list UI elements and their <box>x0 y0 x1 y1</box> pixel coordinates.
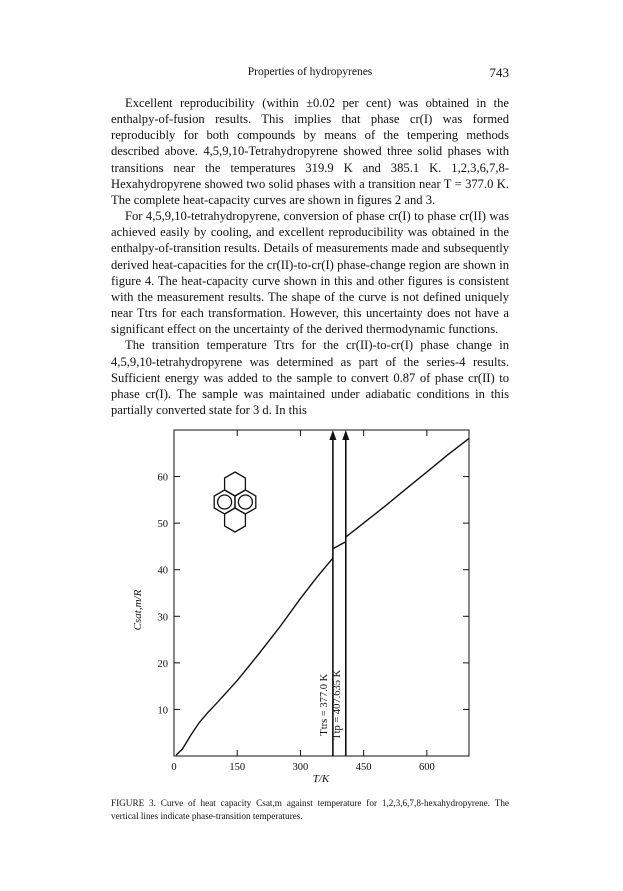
y-axis-label: Csat,m/R <box>132 589 144 631</box>
heat-capacity-chart <box>111 420 509 795</box>
heat-capacity-curve-cri <box>333 542 346 549</box>
y-tick-label: 50 <box>157 519 168 531</box>
paragraph-2: For 4,5,9,10-tetrahydropyrene, conversion of phase cr(I) to phase cr(II) was achieved easily by cooling, and excellent reproducibility was obtained in the enthalpy-of-transition results. Details of measurements made and subsequently derived heat-capacities for the cr(II)-to-cr(I) phase-change region are shown in figure 4. The heat-capacity curve shown in this and other figures is consistent with the measurement results. The shape of the curve is not defined uniquely near Ttrs for each transformation. However, this uncertainty does not have a significant effect on the uncertainty of the derived thermodynamic functions. <box>111 209 509 337</box>
x-tick-label: 0 <box>171 762 177 773</box>
x-tick-label: 450 <box>355 762 372 773</box>
figure-caption: FIGURE 3. Curve of heat capacity Csat,m against temperature for 1,2,3,6,7,8-hexahydropyrene. The vertical lines indicate phase-transition temperatures. <box>111 798 509 821</box>
arrow-head-icon <box>342 430 349 440</box>
transition-label: Ttrs = 377.0 K <box>318 673 330 736</box>
hexahydropyrene-structure-icon <box>214 472 256 532</box>
x-tick-label: 600 <box>418 762 435 773</box>
running-head <box>111 66 509 82</box>
y-tick-label: 60 <box>157 472 168 484</box>
body-text <box>111 95 509 418</box>
running-title: Properties of hydropyrenes <box>247 66 373 78</box>
transition-label: Ttp = 407.635 K <box>331 669 343 740</box>
x-tick-label: 150 <box>229 762 246 773</box>
y-tick-label: 10 <box>157 705 168 717</box>
figure-3 <box>111 420 509 795</box>
x-axis-label: T/K <box>312 773 330 785</box>
y-tick-label: 30 <box>157 612 168 624</box>
y-tick-label: 20 <box>157 658 168 670</box>
paragraph-1: Excellent reproducibility (within ±0.02 per cent) was obtained in the enthalpy-of-fusion results. This implies that phase cr(I) was formed reproducibly for both compounds by means of the tempering methods described above. 4,5,9,10-Tetrahydropyrene showed three solid phases with transitions near the temperatures 319.9 K and 385.1 K. 1,2,3,6,7,8-Hexahydropyrene showed two solid phases with a transition near T = 377.0 K. The complete heat-capacity curves are shown in figures 2 and 3. <box>111 96 509 207</box>
y-tick-label: 40 <box>157 565 168 577</box>
paragraph-3: The transition temperature Ttrs for the cr(II)-to-cr(I) phase change in 4,5,9,10-tetrahydropyrene was determined as part of the series-4 results. Sufficient energy was added to the sample to convert 0.87 of phase cr(II) to phase cr(I). The sample was maintained under adiabatic conditions in this partially converted state for 3 d. In this <box>111 338 509 417</box>
heat-capacity-curve-liquid <box>346 438 469 537</box>
page-number: 743 <box>489 65 509 80</box>
x-tick-label: 300 <box>292 762 309 773</box>
arrow-head-icon <box>329 430 336 440</box>
heat-capacity-curve-crii <box>176 558 333 755</box>
